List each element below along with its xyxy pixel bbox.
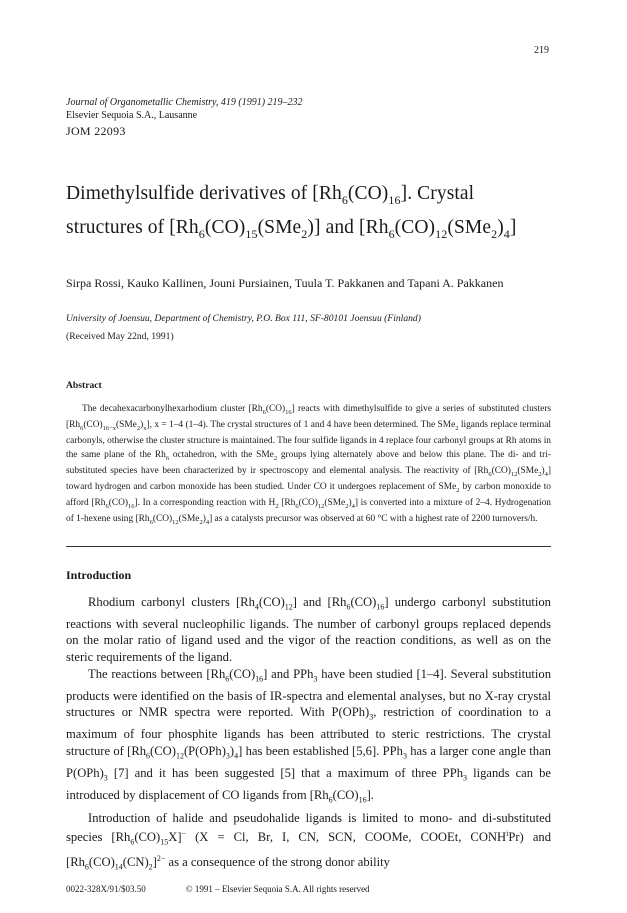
affiliation: University of Joensuu, Department of Chemistry, P.O. Box 111, SF-80101 Joensuu (Finland) [66, 313, 421, 324]
title-line-1: Dimethylsulfide derivatives of $[Rh_6(CO)_{16}]$. Crystal [66, 183, 475, 207]
intro-paragraph-3: Introduction of halide and pseudohalide ligands is limited to mono- and di-substituted species $[Rh_6(CO)_{15}X]^-$ (X = Cl, Br, I, CN, SCN, COOMe, COOEt, CONH$^i$Pr) and $[Rh_6(CO)_{14}(CN)_2]^{2-}$ as a consequence of the strong donor ability [66, 810, 551, 872]
introduction-heading: Introduction [66, 568, 132, 582]
title-line-2: structures of $[Rh_6(CO)_{15}(SMe_2)]$ and $[Rh_6(CO)_{12}(SMe_2)_4]$ [66, 216, 517, 241]
journal-citation: Journal of Organometallic Chemistry, 419 (1991) 219–232 [66, 97, 303, 108]
footer-code: 0022-328X/91/$03.50 [66, 884, 146, 894]
journal-code: JOM 22093 [66, 124, 126, 138]
abstract-heading: Abstract [66, 380, 102, 391]
journal-header [66, 97, 303, 138]
section-divider [66, 546, 551, 547]
received-date: (Received May 22nd, 1991) [66, 331, 174, 342]
page-number: 219 [534, 45, 549, 56]
introduction-body [66, 594, 551, 876]
footer-copyright: © 1991 – Elsevier Sequoia S.A. All rights reserved [185, 884, 370, 894]
page-footer [66, 884, 551, 894]
intro-paragraph-1: Rhodium carbonyl clusters $[Rh_4(CO)_{12}]$ and $[Rh_6(CO)_{16}]$ undergo carbonyl substitution reactions with several nucleophilic ligands. The number of carbonyl groups replaced depends on the molar ratio of ligand used and the vigor of the reaction conditions, as well as on the steric requirements of the ligand. [66, 595, 551, 664]
authors: Sirpa Rossi, Kauko Kallinen, Jouni Pursiainen, Tuula T. Pakkanen and Tapani A. Pakkanen [66, 276, 504, 290]
article-title [66, 180, 566, 248]
publisher-line: Elsevier Sequoia S.A., Lausanne [66, 109, 198, 121]
intro-paragraph-2: The reactions between $[Rh_6(CO)_{16}]$ and PPh$_3$ have been studied [1–4]. Several substitution products were identified on the basis of IR-spectra and elemental analyses, but no X-ray crystal structures or NMR spectra were reported. With $P(OPh)_3$, restriction of coordination to a maximum of four phosphite ligands has been attributed to steric restrictions. The crystal structure of $[Rh_6(CO)_{12}(P(OPh)_3)_4]$ has been established [5,6]. PPh$_3$ has a larger cone angle than $P(OPh)_3$ [7] and it has been suggested [5] that a maximum of three PPh$_3$ ligands can be introduced by displacement of CO ligands from $[Rh_6(CO)_{16}]$. [66, 667, 552, 805]
abstract-body: The decahexacarbonylhexarhodium cluster $[Rh_6(CO)_{16}]$ reacts with dimethylsulfide to give a series of substituted clusters $[Rh_6(CO)_{16-x}(SMe_2)_x]$, x = 1–4 (1–4). The crystal structures of 1 and 4 have been determined. The SMe$_2$ ligands replace terminal carbonyls, otherwise the cluster structure is maintained. The four sulfide ligands in 4 replace four carbonyl groups at Rh atoms in the same plane of the $Rh_6$ octahedron, with the SMe$_2$ groups lying alternately above and below this plane. The di- and tri-substituted species have been characterized by ir spectroscopy and elemental analysis. The reactivity of $[Rh_6(CO)_{12}(SMe_2)_4]$ toward hydrogen and carbon monoxide has been studied. Under CO it undergoes replacement of SMe$_2$ by carbon monoxide to afford $[Rh_6(CO)_{16}]$. In a corresponding reaction with $H_2$ $[Rh_6(CO)_{12}(SMe_2)_4]$ is converted into a mixture of 2–4. Hydrogenation of 1-hexene using $[Rh_6(CO)_{12}(SMe_2)_4]$ as a catalysts precursor was observed at 60 °C with a highest rate of 2200 turnovers/h. [66, 404, 551, 527]
